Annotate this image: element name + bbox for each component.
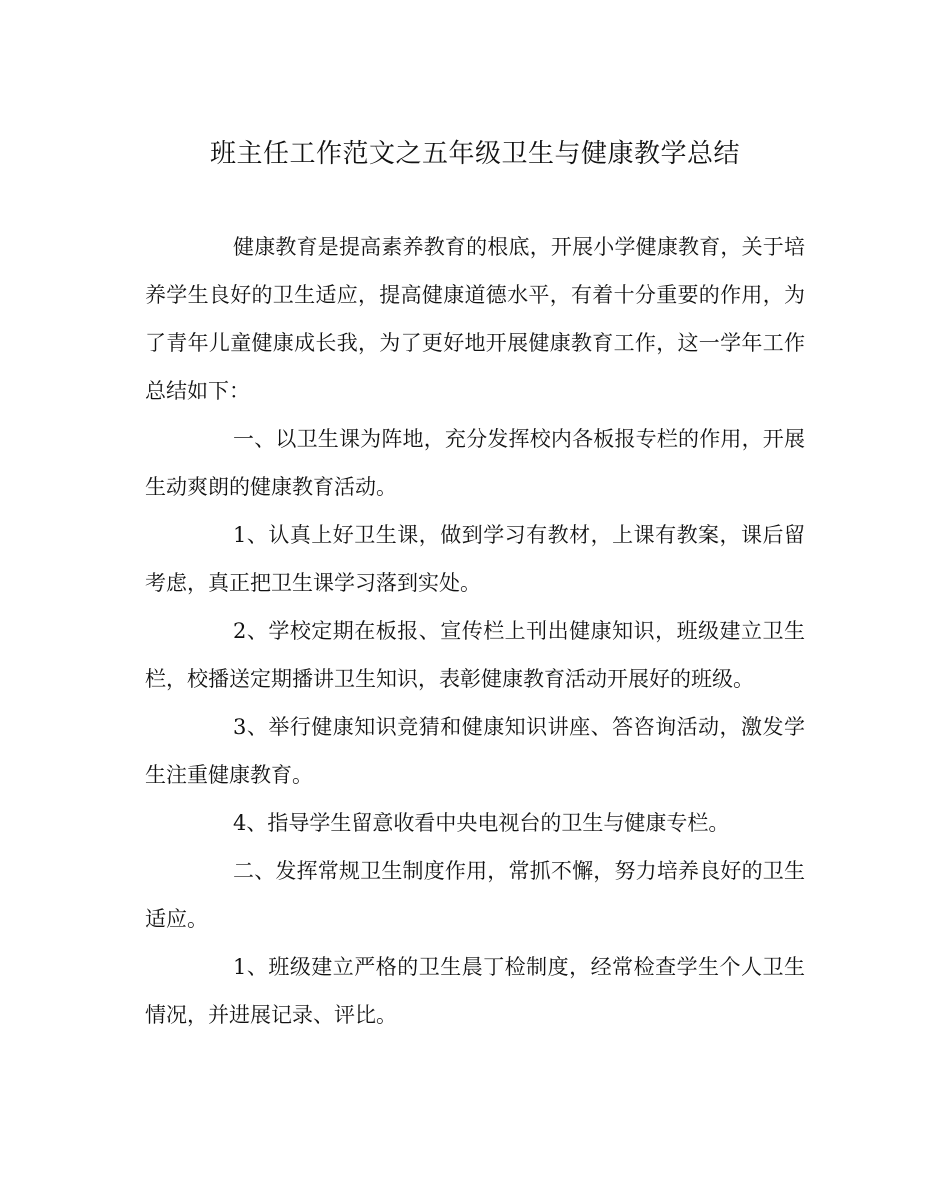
document-title: 班主任工作范文之五年级卫生与健康教学总结 xyxy=(209,139,740,169)
section-one-heading: 一、以卫生课为阵地，充分发挥校内各板报专栏的作用，开展生动爽朗的健康教育活动。 xyxy=(145,427,805,499)
document-body xyxy=(145,223,805,1039)
section-one-item-4: 4、指导学生留意收看中央电视台的卫生与健康专栏。 xyxy=(233,811,730,835)
section-one-item-2: 2、学校定期在板报、宣传栏上刊出健康知识，班级建立卫生栏，校播送定期播讲卫生知识，表彰健康教育活动开展好的班级。 xyxy=(145,619,805,691)
section-one-item-1: 1、认真上好卫生课，做到学习有教材，上课有教案，课后留考虑，真正把卫生课学习落到实处。 xyxy=(145,523,805,595)
section-two-heading: 二、发挥常规卫生制度作用，常抓不懈，努力培养良好的卫生适应。 xyxy=(145,859,805,931)
section-one-item-3: 3、举行健康知识竞猜和健康知识讲座、答咨询活动，激发学生注重健康教育。 xyxy=(145,715,805,787)
section-two-item-1: 1、班级建立严格的卫生晨丁检制度，经常检查学生个人卫生情况，并进展记录、评比。 xyxy=(145,955,805,1027)
intro-paragraph: 健康教育是提高素养教育的根底，开展小学健康教育，关于培养学生良好的卫生适应，提高健康道德水平，有着十分重要的作用，为了青年儿童健康成长我，为了更好地开展健康教育工作，这一学年工作总结如下： xyxy=(145,235,805,403)
